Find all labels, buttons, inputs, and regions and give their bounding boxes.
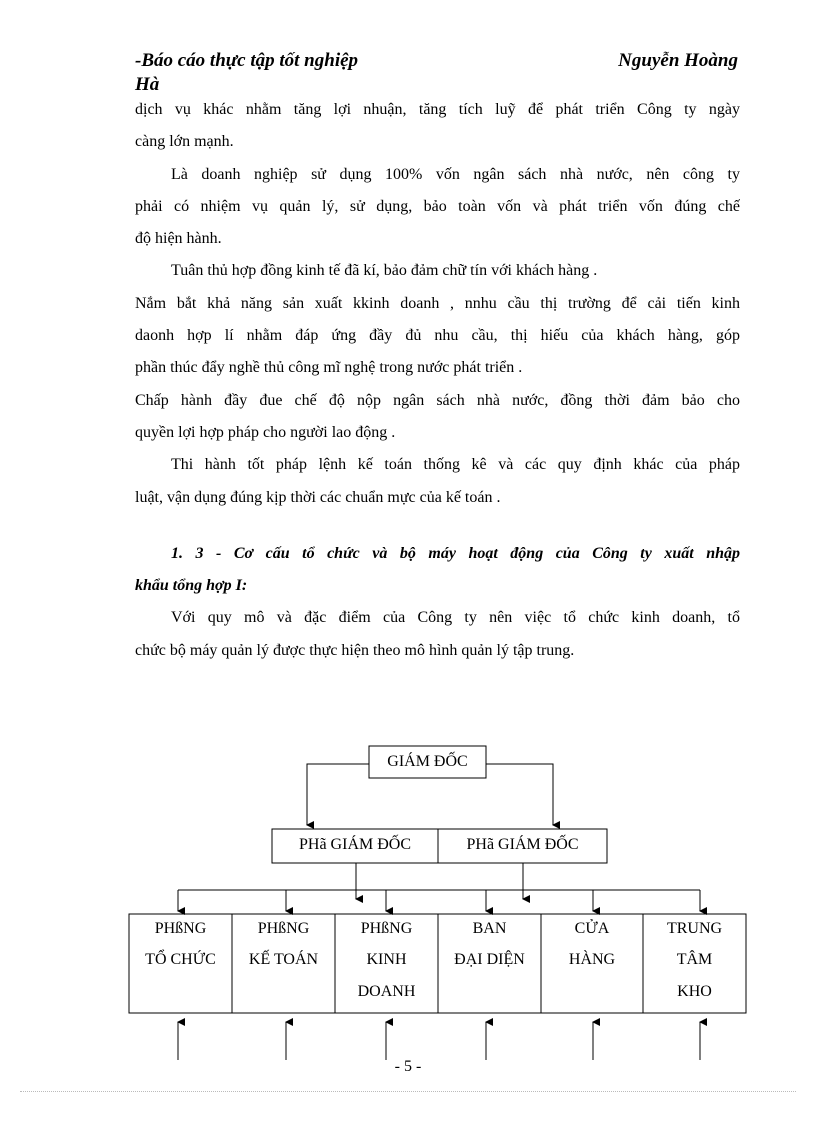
text-line: càng lớn mạnh. xyxy=(135,133,234,151)
connector-director-deputy-2 xyxy=(486,764,553,825)
section-text: Với quy mô và đặc điểm của Công ty nên việc tổ chức kinh doanh, tổ xyxy=(171,609,740,627)
connector-director-deputy-1 xyxy=(307,764,369,825)
department-4-line-2: ĐẠI DIỆN xyxy=(454,951,525,968)
department-3-line-1: PHßNG xyxy=(360,920,413,937)
footer-divider xyxy=(20,1091,796,1092)
department-6-line-2: TÂM xyxy=(676,951,713,968)
text-line: Là doanh nghiệp sử dụng 100% vốn ngân sách nhà nước, nên công ty xyxy=(171,165,740,183)
director-label: GIÁM ĐỐC xyxy=(387,753,468,770)
department-2-line-1: PHßNG xyxy=(257,920,310,937)
department-6-line-1: TRUNG xyxy=(666,920,723,937)
department-4-line-1: BAN xyxy=(472,920,507,937)
header-author-wrap: Hà xyxy=(135,74,160,95)
department-5-line-1: CỬA xyxy=(574,920,610,937)
department-6-line-3: KHO xyxy=(677,983,712,1000)
text-line: độ hiện hành. xyxy=(135,230,222,248)
header-author: Nguyễn Hoàng xyxy=(618,50,738,71)
text-line: luật, vận dụng đúng kịp thời các chuẩn mực của kế toán . xyxy=(135,488,501,506)
section-text: chức bộ máy quản lý được thực hiện theo mô hình quản lý tập trung. xyxy=(135,641,575,659)
text-line: daonh hợp lí nhằm đáp ứng đầy đủ nhu cầu, thị hiếu của khách hàng, góp xyxy=(135,327,740,345)
department-5-line-2: HÀNG xyxy=(568,951,616,968)
deputy-director-2: PHã GIÁM ĐỐC xyxy=(466,836,579,853)
department-1-line-2: TỔ CHỨC xyxy=(145,951,216,968)
text-line: Nắm bắt khả năng sản xuất kkinh doanh , nnhu cầu thị trường để cải tiến kinh xyxy=(135,294,740,312)
section-heading: 1. 3 - Cơ cấu tổ chức và bộ máy hoạt động của Công ty xuất nhập xyxy=(171,544,740,562)
text-line: Thi hành tốt pháp lệnh kế toán thống kê và các quy định khác của pháp xyxy=(171,456,740,474)
text-line: dịch vụ khác nhằm tăng lợi nhuận, tăng tích luỹ để phát triển Công ty ngày xyxy=(135,101,740,118)
department-2-line-2: KẾ TOÁN xyxy=(248,951,319,968)
department-1-line-1: PHßNG xyxy=(154,920,207,937)
text-line: quyền lợi hợp pháp cho người lao động . xyxy=(135,423,396,441)
section-heading-cont: khẩu tổng hợp I: xyxy=(135,577,248,595)
text-line: Tuân thủ hợp đồng kinh tế đã kí, bảo đảm chữ tín với khách hàng . xyxy=(171,262,598,280)
department-3-line-2: KINH xyxy=(366,951,407,968)
department-3-line-3: DOANH xyxy=(357,983,416,1000)
text-line: phải có nhiệm vụ quản lý, sử dụng, bảo toàn vốn và phát triển vốn đúng chế xyxy=(135,197,740,215)
page-number: - 5 - xyxy=(394,1058,422,1075)
deputy-director-1: PHã GIÁM ĐỐC xyxy=(299,836,411,853)
header-title: -Báo cáo thực tập tốt nghiệp xyxy=(135,50,359,71)
text-line: phần thúc đẩy nghề thủ công mĩ nghệ trong nước phát triển . xyxy=(135,359,523,377)
text-line: Chấp hành đầy đue chế độ nộp ngân sách nhà nước, đồng thời đảm bảo cho xyxy=(135,391,740,409)
